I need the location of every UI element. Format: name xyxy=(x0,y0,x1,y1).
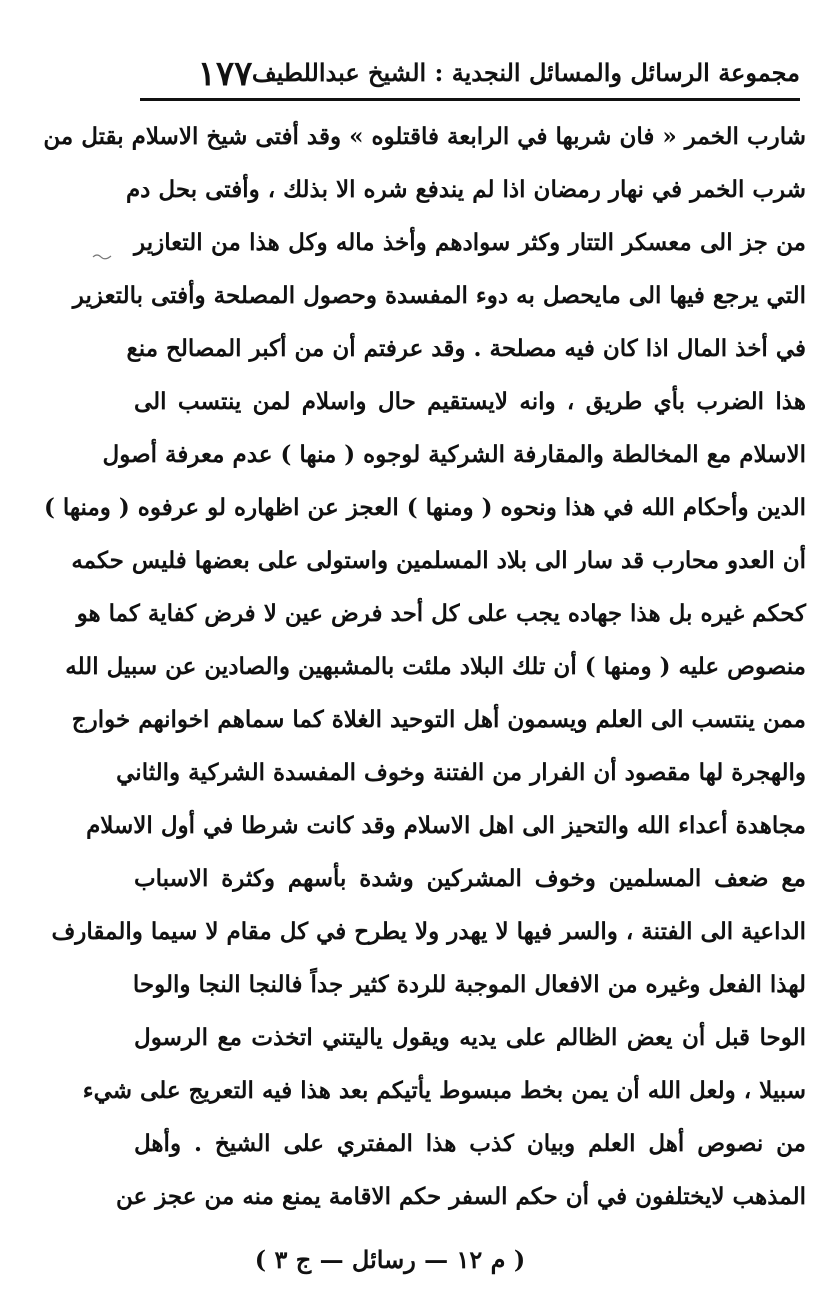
text-line: الوحا قبل أن يعض الظالم على يديه ويقول ياليتني اتخذت مع الرسول xyxy=(134,1024,806,1051)
header-rule xyxy=(140,98,800,101)
body-text xyxy=(43,110,806,1223)
text-line: شرب الخمر في نهار رمضان اذا لم يندفع شره الا بذلك ، وأفتى بحل دم xyxy=(125,176,806,203)
text-line: من جز الى معسكر التتار وكثر سوادهم وأخذ ماله وكل هذا من التعازير xyxy=(134,229,806,256)
text-line: لهذا الفعل وغيره من الافعال الموجبة للردة كثير جداً فالنجا النجا والوحا xyxy=(132,971,806,998)
running-header xyxy=(150,52,800,98)
text-line: ممن ينتسب الى العلم ويسمون أهل التوحيد الغلاة كما سماهم اخوانهم خوارج xyxy=(71,706,806,733)
text-line: منصوص عليه ( ومنها ) أن تلك البلاد ملئت بالمشبهين والصادين عن سبيل الله xyxy=(65,653,806,680)
text-line: هذا الضرب بأي طريق ، وانه لايستقيم حال واسلام لمن ينتسب الى xyxy=(134,388,806,415)
text-line: سبيلا ، ولعل الله أن يمن بخط مبسوط يأتيكم بعد هذا فيه التعريج على شيء xyxy=(82,1077,806,1104)
text-line: من نصوص أهل العلم وبيان كذب هذا المفتري على الشيخ . وأهل xyxy=(134,1130,806,1157)
text-line: الاسلام مع المخالطة والمقارفة الشركية لوجوه ( منها ) عدم معرفة أصول xyxy=(102,441,806,468)
text-line: مع ضعف المسلمين وخوف المشركين وشدة بأسهم وكثرة الاسباب xyxy=(134,865,806,892)
text-line: شارب الخمر « فان شربها في الرابعة فاقتلوه » وقد أفتى شيخ الاسلام بقتل من xyxy=(43,123,806,150)
text-line: مجاهدة أعداء الله والتحيز الى اهل الاسلام وقد كانت شرطا في أول الاسلام xyxy=(86,812,806,839)
page-number: ١٧٧ xyxy=(197,54,253,94)
text-line: أن العدو محارب قد سار الى بلاد المسلمين واستولى على بعضها فليس حكمه xyxy=(71,547,806,574)
text-line: المذهب لايختلفون في أن حكم السفر حكم الاقامة يمنع منه من عجز عن xyxy=(116,1183,806,1210)
text-line: الداعية الى الفتنة ، والسر فيها لا يهدر ولا يطرح في كل مقام لا سيما والمقارف xyxy=(51,918,806,945)
stray-ink-mark xyxy=(92,252,112,260)
text-line: كحكم غيره بل هذا جهاده يجب على كل أحد فرض عين لا فرض كفاية كما هو xyxy=(76,600,806,627)
text-line: التي يرجع فيها الى مايحصل به دوء المفسدة وحصول المصلحة وأفتى بالتعزير xyxy=(72,282,806,309)
text-line: في أخذ المال اذا كان فيه مصلحة . وقد عرفتم أن من أكبر المصالح منع xyxy=(126,335,806,362)
text-line: الدين وأحكام الله في هذا ونحوه ( ومنها ) العجز عن اظهاره لو عرفوه ( ومنها ) xyxy=(44,494,806,521)
footer-signature: ( م ١٢ — رسائل — ج ٣ ) xyxy=(254,1245,526,1274)
text-line: والهجرة لها مقصود أن الفرار من الفتنة وخوف المفسدة الشركية والثاني xyxy=(116,759,806,786)
header-title: مجموعة الرسائل والمسائل النجدية : الشيخ عبداللطيف xyxy=(251,58,800,87)
